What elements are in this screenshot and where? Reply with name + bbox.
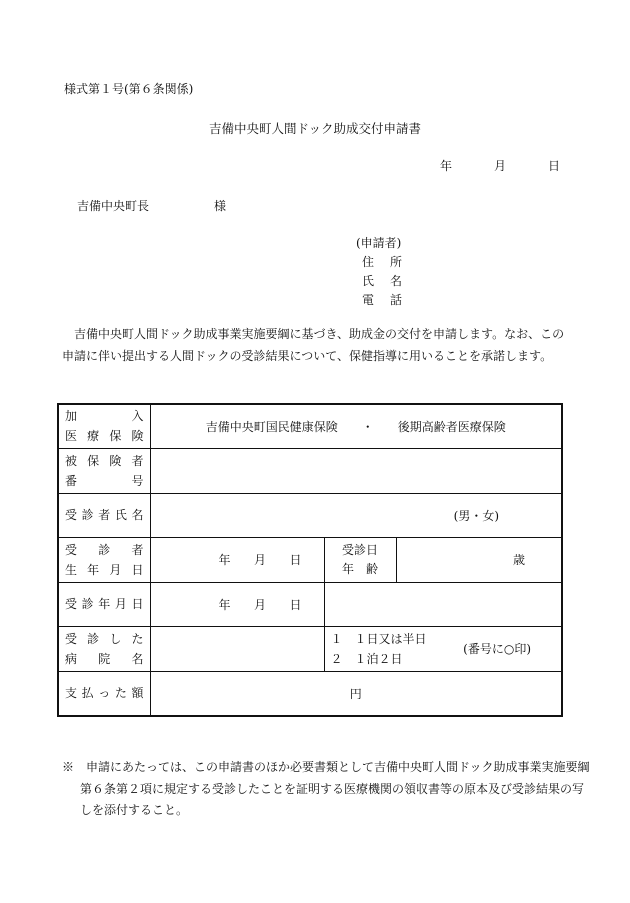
exam-date-blank <box>324 582 562 626</box>
insured-number-field[interactable] <box>150 448 562 493</box>
amount-field[interactable] <box>150 671 562 716</box>
birth-date-row <box>58 537 562 582</box>
birth-date-field[interactable]: 年 月 日 <box>150 537 324 582</box>
stay-type-choice[interactable] <box>324 626 562 671</box>
document-title: 吉備中央町人間ドック助成交付申請書 <box>208 121 421 136</box>
hospital-name-field[interactable] <box>150 626 324 671</box>
application-statement: 吉備中央町人間ドック助成事業実施要綱に基づき、助成金の交付を申請します。なお、この申請に伴い提出する人間ドックの受診結果について、保健指導に用いることを承諾します。 <box>62 327 565 363</box>
examinee-name-label: 受 診 者 氏 名 <box>58 493 150 537</box>
date-day: 日 <box>547 159 560 173</box>
insured-number-label: 被 保 険 者 番 号 <box>58 448 150 493</box>
exam-date-label: 受 診 年 月 日 <box>58 582 150 626</box>
exam-date-field[interactable]: 年 月 日 <box>150 582 324 626</box>
exam-date-row <box>58 582 562 626</box>
stay-type-note: (番号に○印) <box>463 642 532 656</box>
addressee-honorific: 様 <box>214 199 227 213</box>
hospital-row <box>58 626 562 671</box>
amount-label: 支 払 っ た 額 <box>58 671 150 716</box>
date-year: 年 <box>440 159 453 173</box>
gender-choice[interactable]: (男・女) <box>453 508 500 523</box>
applicant-phone-label: 電 話 <box>362 293 402 307</box>
form-number: 様式第１号(第６条関係) <box>64 82 194 96</box>
insurance-type-choice[interactable]: 吉備中央町国民健康保険 ・ 後期高齢者医療保険 <box>150 404 562 448</box>
amount-unit: 円 <box>349 686 362 701</box>
applicant-name-label: 氏 名 <box>362 274 402 288</box>
footnote: ※ 申請にあたっては、この申請書のほか必要書類として吉備中央町人間ドック助成事業実施要綱第６条第２項に規定する受診したことを証明する医療機関の領収書等の原本及び受診結果の写しを添付すること。 <box>62 760 590 817</box>
age-label: 受診日 年 齢 <box>324 537 396 582</box>
examinee-name-row <box>58 493 562 537</box>
stay-option-2[interactable]: ２ １泊２日 <box>330 651 403 666</box>
hospital-label: 受 診 し た 病 院 名 <box>58 626 150 671</box>
applicant-heading: (申請者) <box>356 236 402 250</box>
birth-date-label: 受 診 者 生 年 月 日 <box>58 537 150 582</box>
addressee-name: 吉備中央町長 <box>77 199 150 213</box>
application-date <box>440 157 560 174</box>
applicant-address-label: 住 所 <box>362 255 402 269</box>
insured-number-row <box>58 448 562 493</box>
stay-option-1[interactable]: １ １日又は半日 <box>330 631 427 646</box>
age-field[interactable]: 歳 <box>396 537 562 582</box>
insurance-label: 加 入 医 療 保 険 <box>58 404 150 448</box>
application-form-table <box>57 403 563 717</box>
date-month: 月 <box>493 159 506 173</box>
insurance-row <box>58 404 562 448</box>
amount-row <box>58 671 562 716</box>
examinee-name-field[interactable] <box>150 493 562 537</box>
